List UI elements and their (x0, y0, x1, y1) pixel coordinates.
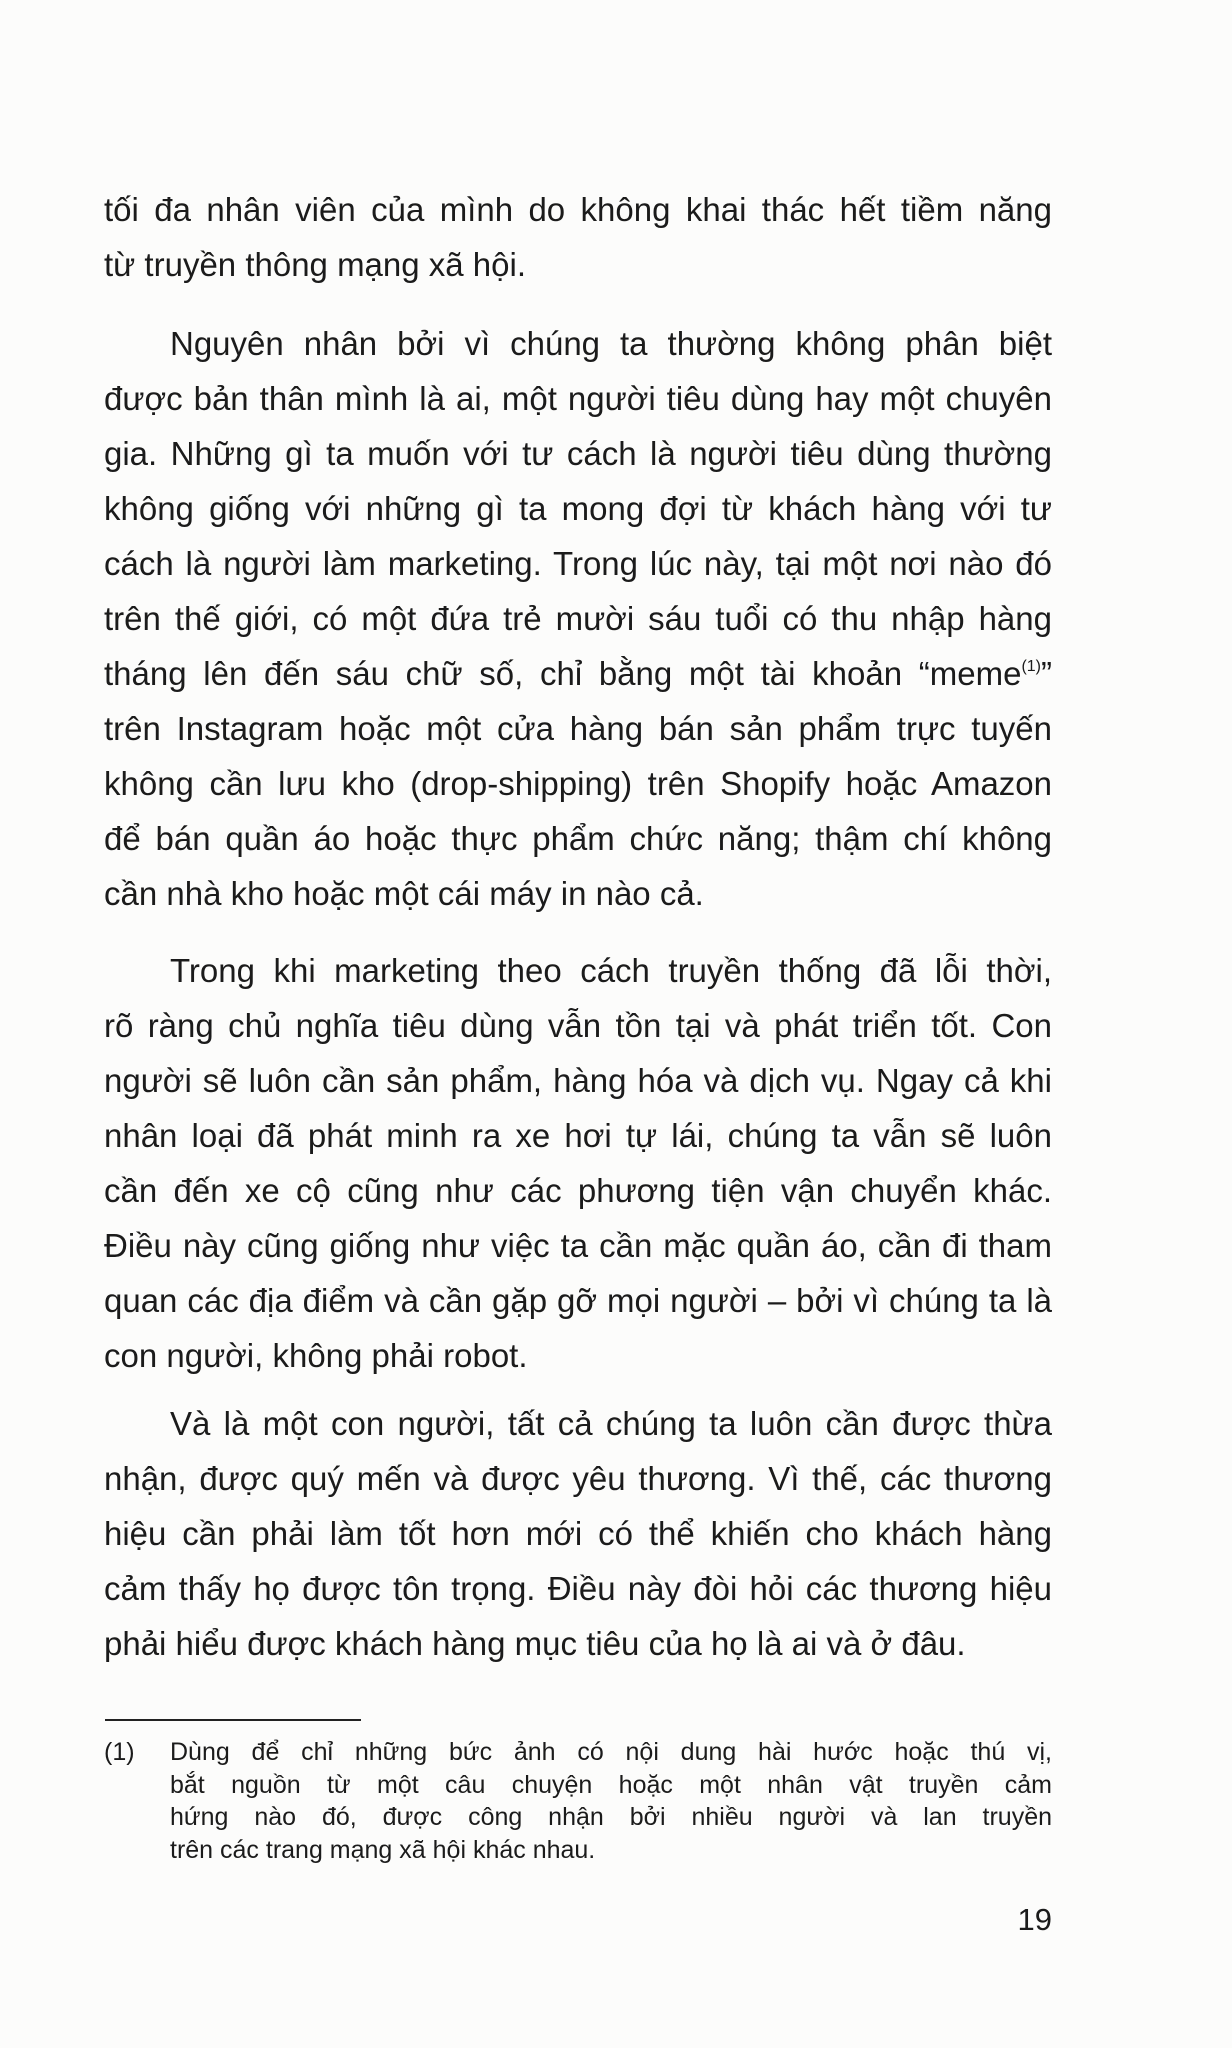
text-line: cần nhà kho hoặc một cái máy in nào cả. (104, 875, 704, 912)
footnote-number: (1) (104, 1738, 135, 1766)
text-line: Điều này cũng giống như việc ta cần mặc quần áo, cần đi tham (104, 1227, 1052, 1264)
text-line: không giống với những gì ta mong đợi từ khách hàng với tư (104, 490, 1052, 527)
text-line: cần đến xe cộ cũng như các phương tiện vận chuyển khác. (104, 1172, 1052, 1209)
text-line: Và là một con người, tất cả chúng ta luôn cần được thừa (170, 1405, 1052, 1442)
page-number: 19 (1017, 1902, 1052, 1937)
text-line: từ truyền thông mạng xã hội. (104, 246, 527, 283)
paragraph-4 (104, 1396, 1052, 1671)
text-line-with-footnote (104, 646, 1052, 701)
paragraph-2 (104, 316, 1052, 921)
text-line: người sẽ luôn cần sản phẩm, hàng hóa và dịch vụ. Ngay cả khi (104, 1062, 1052, 1099)
close-quote: ” (1041, 655, 1052, 692)
footnote-line: hứng nào đó, được công nhận bởi nhiều người và lan truyền (170, 1803, 1052, 1831)
text-line: tối đa nhân viên của mình do không khai thác hết tiềm năng (104, 191, 1052, 228)
text-line: phải hiểu được khách hàng mục tiêu của họ là ai và ở đâu. (104, 1625, 966, 1662)
text-line: không cần lưu kho (drop-shipping) trên Shopify hoặc Amazon (104, 765, 1052, 802)
text-line: Nguyên nhân bởi vì chúng ta thường không phân biệt (170, 325, 1052, 362)
text-line: con người, không phải robot. (104, 1337, 528, 1374)
text-line: rõ ràng chủ nghĩa tiêu dùng vẫn tồn tại và phát triển tốt. Con (104, 1007, 1052, 1044)
footnote-divider (105, 1719, 361, 1721)
text-line: hiệu cần phải làm tốt hơn mới có thể khiến cho khách hàng (104, 1515, 1052, 1552)
paragraph-1 (104, 182, 1052, 292)
text-line: nhận, được quý mến và được yêu thương. Vì thế, các thương (104, 1460, 1052, 1497)
text-line: để bán quần áo hoặc thực phẩm chức năng; thậm chí không (104, 820, 1052, 857)
footnote-reference[interactable]: (1) (1021, 658, 1041, 675)
footnote-line: trên các trang mạng xã hội khác nhau. (170, 1835, 596, 1864)
text-line: cách là người làm marketing. Trong lúc này, tại một nơi nào đó (104, 545, 1052, 582)
line-text: tháng lên đến sáu chữ số, chỉ bằng một tài khoản “meme (104, 655, 1022, 692)
text-line: quan các địa điểm và cần gặp gỡ mọi người – bởi vì chúng ta là (104, 1282, 1052, 1319)
text-line: Trong khi marketing theo cách truyền thống đã lỗi thời, (170, 952, 1052, 989)
footnote-line: Dùng để chỉ những bức ảnh có nội dung hài hước hoặc thú vị, (170, 1738, 1052, 1766)
text-line: cảm thấy họ được tôn trọng. Điều này đòi hỏi các thương hiệu (104, 1570, 1052, 1607)
footnote (104, 1736, 1052, 1866)
text-line: trên Instagram hoặc một cửa hàng bán sản phẩm trực tuyến (104, 710, 1052, 747)
text-line: gia. Những gì ta muốn với tư cách là người tiêu dùng thường (104, 435, 1052, 472)
text-line: được bản thân mình là ai, một người tiêu dùng hay một chuyên (104, 380, 1052, 417)
text-line: trên thế giới, có một đứa trẻ mười sáu tuổi có thu nhập hàng (104, 600, 1052, 637)
footnote-line: bắt nguồn từ một câu chuyện hoặc một nhân vật truyền cảm (170, 1770, 1052, 1799)
paragraph-3 (104, 943, 1052, 1383)
text-line: nhân loại đã phát minh ra xe hơi tự lái, chúng ta vẫn sẽ luôn (104, 1117, 1052, 1154)
